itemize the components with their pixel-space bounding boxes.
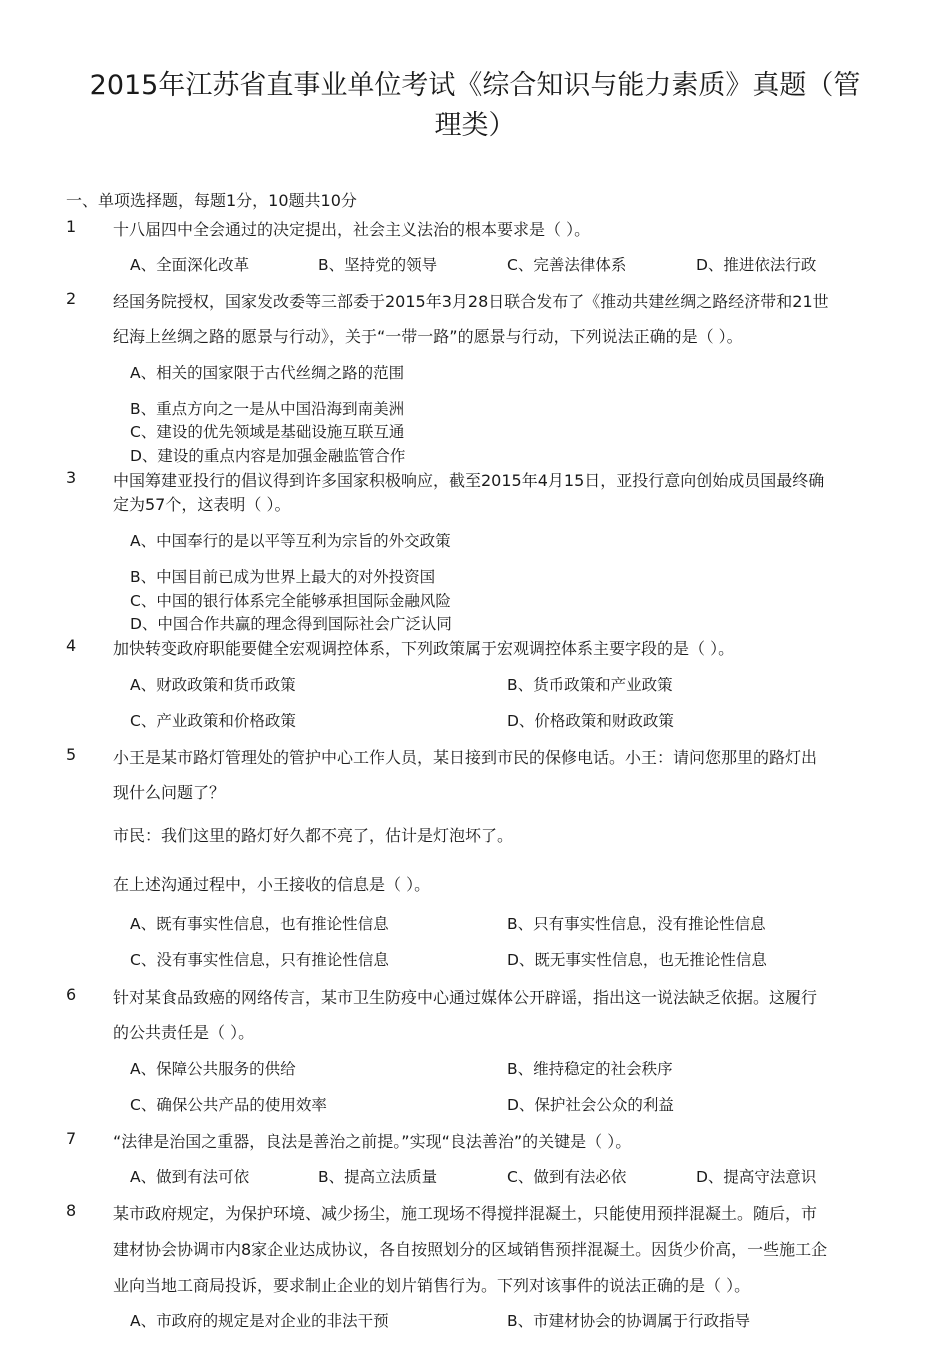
title-line-2: 理类） <box>434 110 516 141</box>
option-d[interactable]: D、建设的重点内容是加强金融监管合作 <box>130 447 406 465</box>
option-b[interactable]: B、维持稳定的社会秩序 <box>507 1060 673 1078</box>
question-text: 加快转变政府职能要健全宏观调控体系，下列政策属于宏观调控体系主要字段的是（ ）。 <box>113 639 735 658</box>
question-text: 小王是某市路灯管理处的管护中心工作人员，某日接到市民的保修电话。小王：请问您那里的路灯出 <box>113 748 818 767</box>
question-number: 8 <box>66 1201 77 1220</box>
option-a[interactable]: A、市政府的规定是对企业的非法干预 <box>130 1312 389 1330</box>
option-c[interactable]: C、确保公共产品的使用效率 <box>130 1096 327 1114</box>
question-text: 经国务院授权，国家发改委等三部委于2015年3月28日联合发布了《推动共建丝绸之路经济带和21世 <box>113 292 829 311</box>
option-c[interactable]: C、完善法律体系 <box>507 256 627 274</box>
question-text: 在上述沟通过程中，小王接收的信息是（ ）。 <box>113 875 431 894</box>
option-b[interactable]: B、货币政策和产业政策 <box>507 676 673 694</box>
option-b[interactable]: B、坚持党的领导 <box>318 256 438 274</box>
question-text: 市民：我们这里的路灯好久都不亮了，估计是灯泡坏了。 <box>113 826 514 845</box>
option-b[interactable]: B、市建材协会的协调属于行政指导 <box>507 1312 751 1330</box>
document-title <box>55 66 895 146</box>
question-number: 6 <box>66 985 77 1004</box>
option-a[interactable]: A、中国奉行的是以平等互利为宗旨的外交政策 <box>130 532 451 550</box>
option-d[interactable]: D、保护社会公众的利益 <box>507 1096 674 1114</box>
option-d[interactable]: D、提高守法意识 <box>696 1168 817 1186</box>
option-a[interactable]: A、既有事实性信息，也有推论性信息 <box>130 915 389 933</box>
question-text: 定为57个，这表明（ ）。 <box>113 495 291 514</box>
option-c[interactable]: C、产业政策和价格政策 <box>130 712 296 730</box>
question-text: 业向当地工商局投诉，要求制止企业的划片销售行为。下列对该事件的说法正确的是（ ）。 <box>113 1276 751 1295</box>
question-text: 针对某食品致癌的网络传言，某市卫生防疫中心通过媒体公开辟谣，指出这一说法缺乏依据。这履行 <box>113 988 818 1007</box>
question-text: 现什么问题了？ <box>113 783 226 802</box>
option-c[interactable]: C、建设的优先领域是基础设施互联互通 <box>130 423 405 441</box>
option-b[interactable]: B、重点方向之一是从中国沿海到南美洲 <box>130 400 405 418</box>
question-text: 建材协会协调市内8家企业达成协议，各自按照划分的区域销售预拌混凝土。因货少价高，一些施工企 <box>113 1240 828 1259</box>
question-text: 的公共责任是（ ）。 <box>113 1023 255 1042</box>
option-a[interactable]: A、保障公共服务的供给 <box>130 1060 296 1078</box>
option-b[interactable]: B、只有事实性信息，没有推论性信息 <box>507 915 766 933</box>
option-d[interactable]: D、价格政策和财政政策 <box>507 712 674 730</box>
question-text: 某市政府规定，为保护环境、减少扬尘，施工现场不得搅拌混凝土，只能使用预拌混凝土。随后，市 <box>113 1204 818 1223</box>
question-number: 1 <box>66 217 77 236</box>
option-d[interactable]: D、推进依法行政 <box>696 256 817 274</box>
question-number: 5 <box>66 745 77 764</box>
option-c[interactable]: C、做到有法必依 <box>507 1168 627 1186</box>
option-c[interactable]: C、没有事实性信息，只有推论性信息 <box>130 951 389 969</box>
question-number: 3 <box>66 468 77 487</box>
question-text: 十八届四中全会通过的决定提出，社会主义法治的根本要求是（ ）。 <box>113 220 591 239</box>
question-text: 纪海上丝绸之路的愿景与行动》，关于“一带一路”的愿景与行动，下列说法正确的是（ ）。 <box>113 327 743 346</box>
option-a[interactable]: A、相关的国家限于古代丝绸之路的范围 <box>130 364 405 382</box>
option-b[interactable]: B、中国目前已成为世界上最大的对外投资国 <box>130 568 436 586</box>
option-b[interactable]: B、提高立法质量 <box>318 1168 438 1186</box>
option-a[interactable]: A、全面深化改革 <box>130 256 250 274</box>
option-a[interactable]: A、做到有法可依 <box>130 1168 250 1186</box>
question-text: “法律是治国之重器，良法是善治之前提。”实现“良法善治”的关键是（ ）。 <box>113 1132 632 1151</box>
section-heading: 一、单项选择题，每题1分，10题共10分 <box>66 191 357 210</box>
option-c[interactable]: C、中国的银行体系完全能够承担国际金融风险 <box>130 592 451 610</box>
question-number: 7 <box>66 1129 77 1148</box>
question-text: 中国筹建亚投行的倡议得到许多国家积极响应，截至2015年4月15日，亚投行意向创始成员国最终确 <box>113 471 825 490</box>
question-number: 2 <box>66 289 77 308</box>
option-a[interactable]: A、财政政策和货币政策 <box>130 676 296 694</box>
title-line-1: 2015年江苏省直事业单位考试《综合知识与能力素质》真题（管 <box>89 70 861 101</box>
option-d[interactable]: D、既无事实性信息，也无推论性信息 <box>507 951 767 969</box>
option-d[interactable]: D、中国合作共赢的理念得到国际社会广泛认同 <box>130 615 452 633</box>
question-number: 4 <box>66 636 77 655</box>
